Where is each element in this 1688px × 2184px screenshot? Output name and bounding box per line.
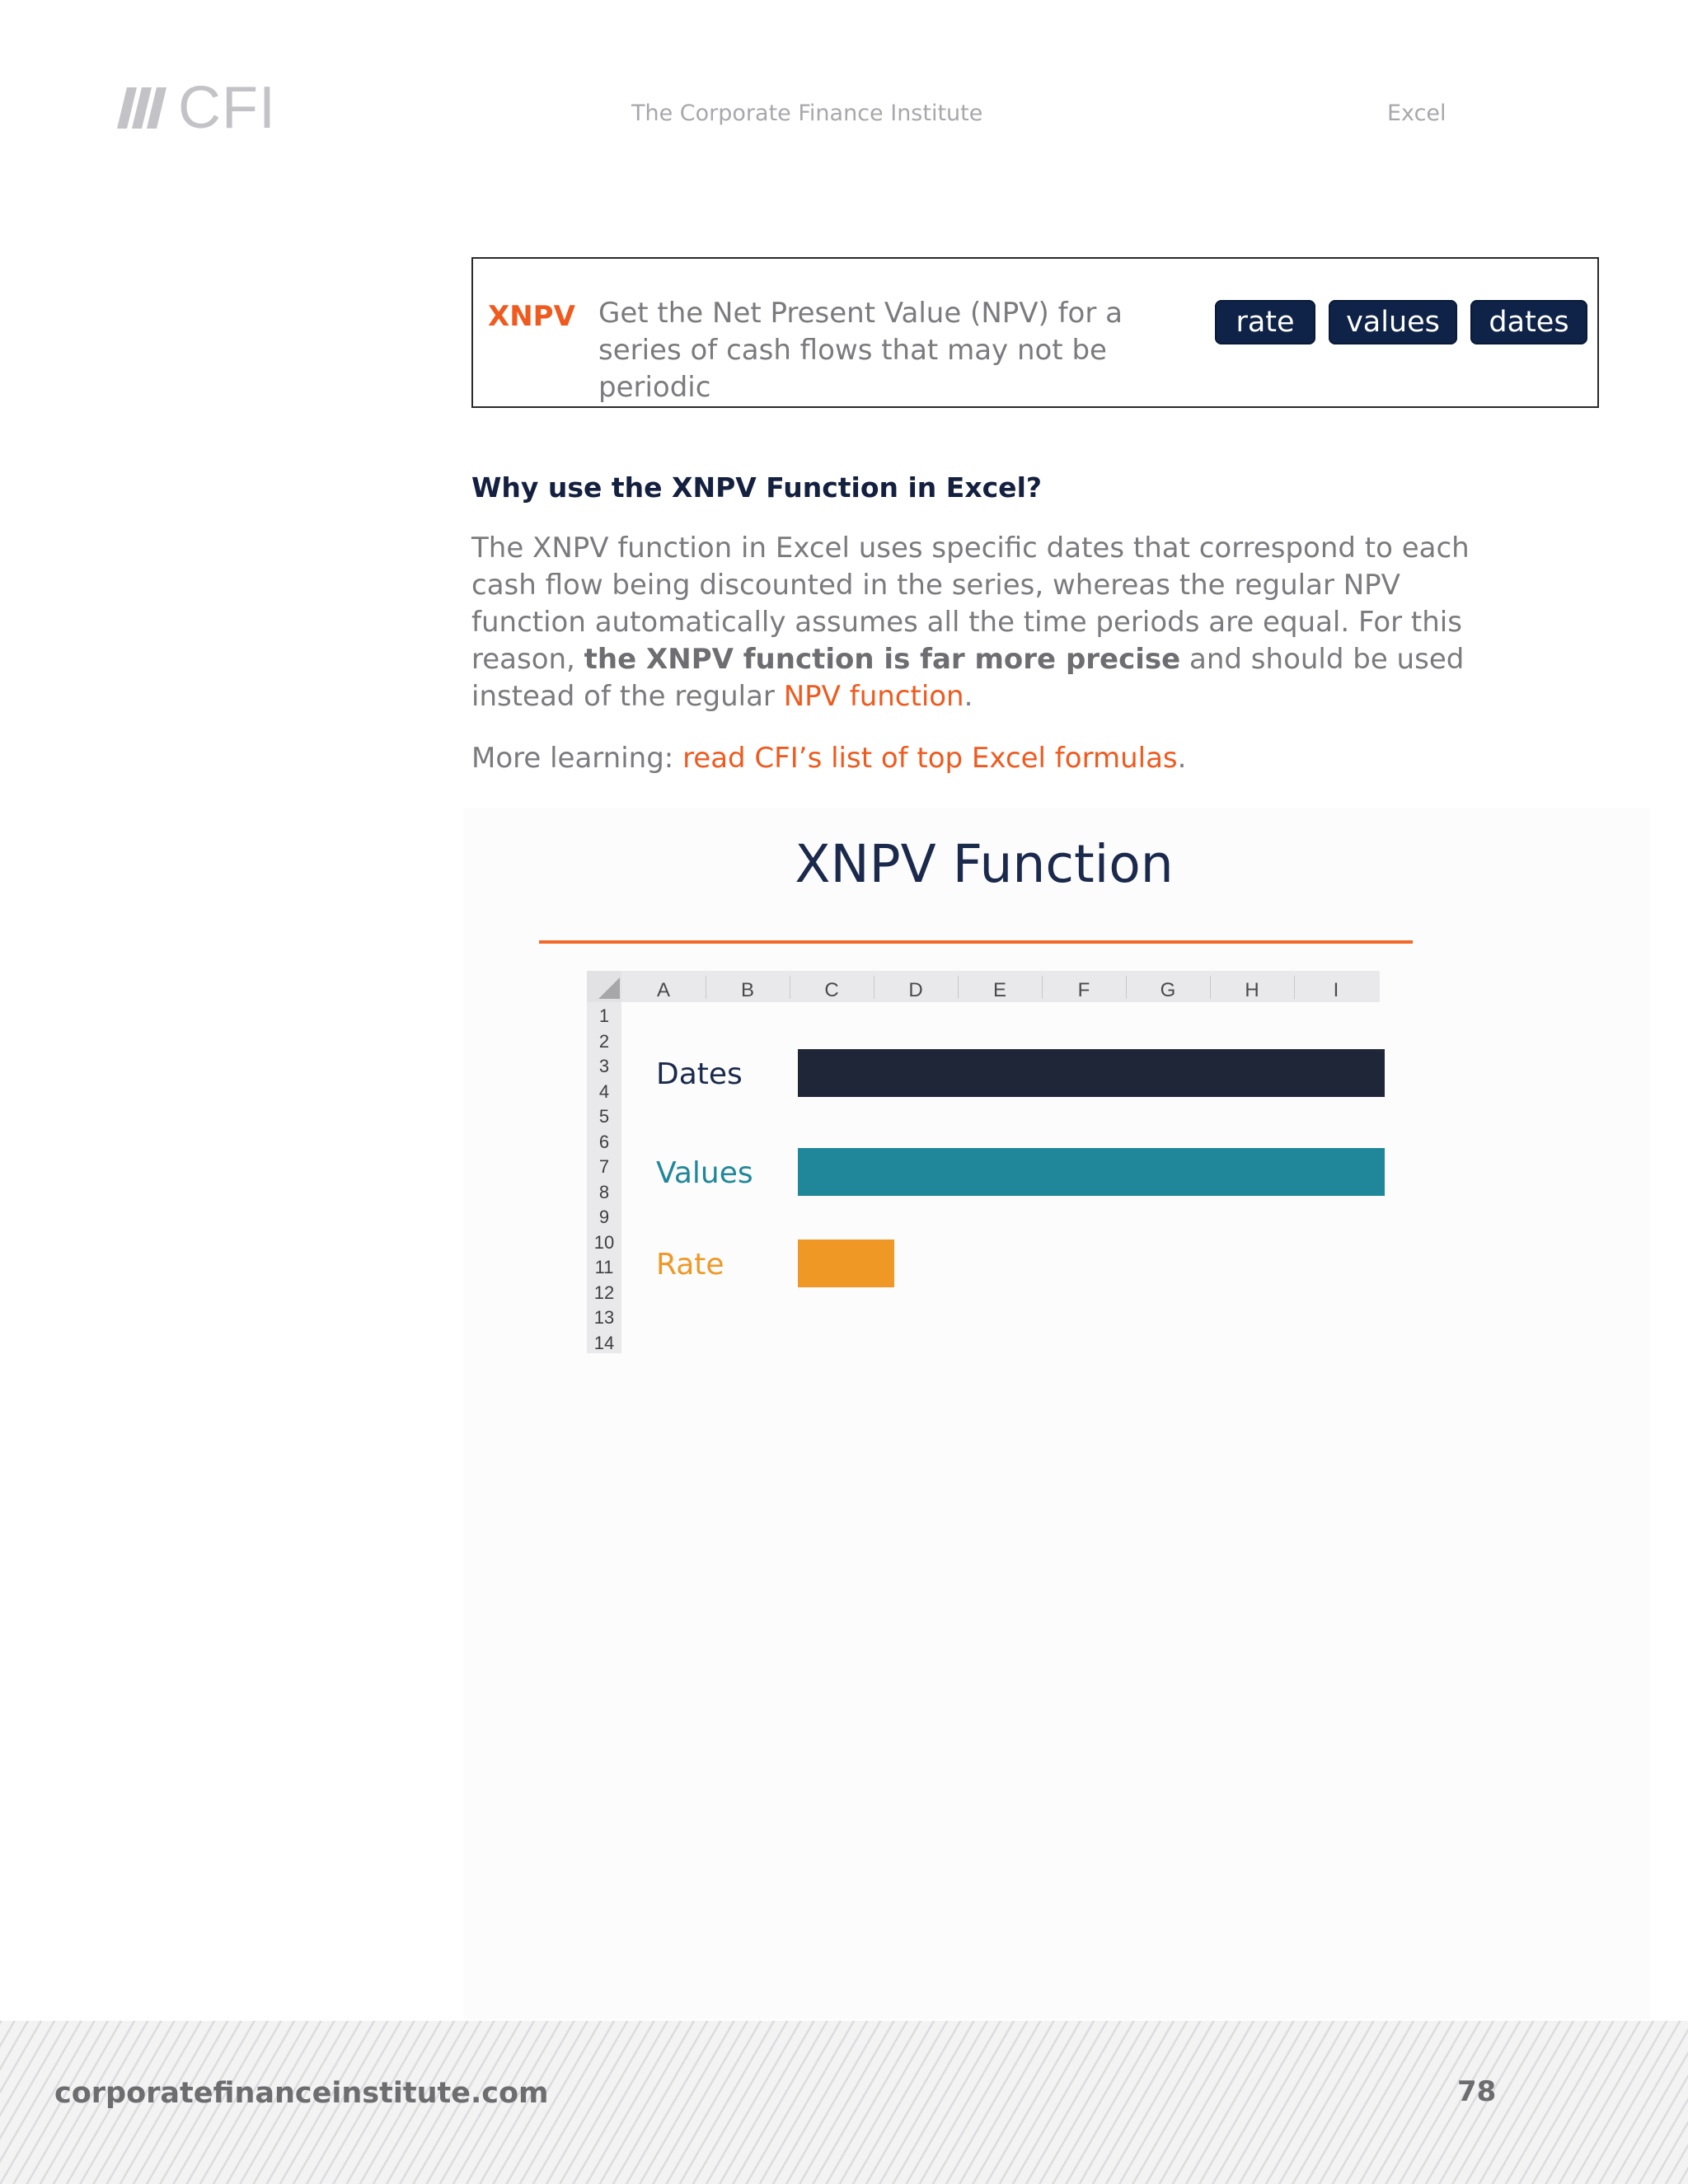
column-separator bbox=[1042, 976, 1043, 999]
header-section: Excel bbox=[1387, 101, 1447, 126]
row-header-10: 10 bbox=[593, 1231, 615, 1253]
row-header-7: 7 bbox=[598, 1156, 610, 1177]
cfi-logo bbox=[112, 75, 277, 141]
row-header-6: 6 bbox=[598, 1131, 610, 1152]
bar-values bbox=[798, 1148, 1385, 1196]
param-values: values bbox=[1329, 300, 1457, 344]
figure-rule bbox=[539, 940, 1413, 944]
bar-rate bbox=[798, 1240, 894, 1287]
column-header-g: G bbox=[1160, 979, 1176, 1001]
column-header-f: F bbox=[1077, 979, 1090, 1001]
page-number: 78 bbox=[1457, 2075, 1497, 2108]
footer-url[interactable]: corporatefinanceinstitute.com bbox=[54, 2077, 549, 2110]
column-separator bbox=[1294, 976, 1295, 999]
param-rate: rate bbox=[1215, 300, 1315, 344]
figure-title: XNPV Function bbox=[795, 834, 1174, 894]
more-prefix: More learning: bbox=[471, 742, 683, 775]
logo-text: CFI bbox=[178, 75, 276, 141]
header-title: The Corporate Finance Institute bbox=[631, 101, 983, 126]
column-separator bbox=[958, 976, 959, 999]
column-header-i: I bbox=[1333, 979, 1339, 1001]
section-paragraph bbox=[471, 530, 1502, 715]
function-description: Get the Net Present Value (NPV) for a series of cash flows that may not be periodic bbox=[598, 297, 1123, 404]
column-header-h: H bbox=[1245, 979, 1259, 1001]
cfi-logo-mark-icon bbox=[112, 87, 171, 129]
bar-label-values: Values bbox=[656, 1156, 753, 1190]
column-separator bbox=[1126, 976, 1127, 999]
column-header-d: D bbox=[908, 979, 923, 1001]
section-heading: Why use the XNPV Function in Excel? bbox=[471, 471, 1043, 504]
row-header-4: 4 bbox=[598, 1080, 610, 1102]
more-learning bbox=[471, 742, 1186, 775]
column-header-b: B bbox=[740, 979, 754, 1001]
more-end: . bbox=[1177, 742, 1187, 775]
row-header-14: 14 bbox=[593, 1332, 615, 1353]
function-summary-box bbox=[471, 257, 1599, 408]
para-end: . bbox=[964, 680, 973, 713]
function-name: XNPV bbox=[488, 300, 575, 333]
row-header-12: 12 bbox=[593, 1282, 615, 1303]
param-dates: dates bbox=[1470, 300, 1587, 344]
column-header-c: C bbox=[824, 979, 839, 1001]
row-header-1: 1 bbox=[598, 1005, 610, 1026]
bar-dates bbox=[798, 1049, 1385, 1097]
row-header-8: 8 bbox=[598, 1181, 610, 1202]
bar-chart bbox=[621, 1002, 1413, 1353]
row-header-13: 13 bbox=[593, 1307, 615, 1328]
row-header-11: 11 bbox=[594, 1257, 614, 1277]
row-header-9: 9 bbox=[598, 1207, 610, 1227]
para-bold: the XNPV function is far more precise bbox=[584, 643, 1181, 676]
row-header-5: 5 bbox=[598, 1106, 610, 1127]
bar-label-dates: Dates bbox=[656, 1057, 743, 1091]
column-separator bbox=[1210, 976, 1211, 999]
para-text-1: The XNPV function in Excel uses specific dates that correspond to each cash flow being discounted in the series, whereas the regular NPV function automatically assumes all the time periods are equal. For this reason, bbox=[471, 532, 1470, 676]
row-header-2: 2 bbox=[598, 1030, 610, 1052]
column-header-e: E bbox=[992, 979, 1006, 1001]
para-text-2: and should be used instead of the regular bbox=[471, 643, 1465, 713]
npv-function-link[interactable]: NPV function bbox=[783, 680, 964, 713]
excel-formulas-link[interactable]: read CFI’s list of top Excel formulas bbox=[682, 742, 1178, 775]
row-header-3: 3 bbox=[598, 1056, 610, 1076]
select-all-corner-icon bbox=[598, 977, 620, 999]
column-header-a: A bbox=[656, 979, 670, 1001]
bar-label-rate: Rate bbox=[656, 1248, 724, 1282]
